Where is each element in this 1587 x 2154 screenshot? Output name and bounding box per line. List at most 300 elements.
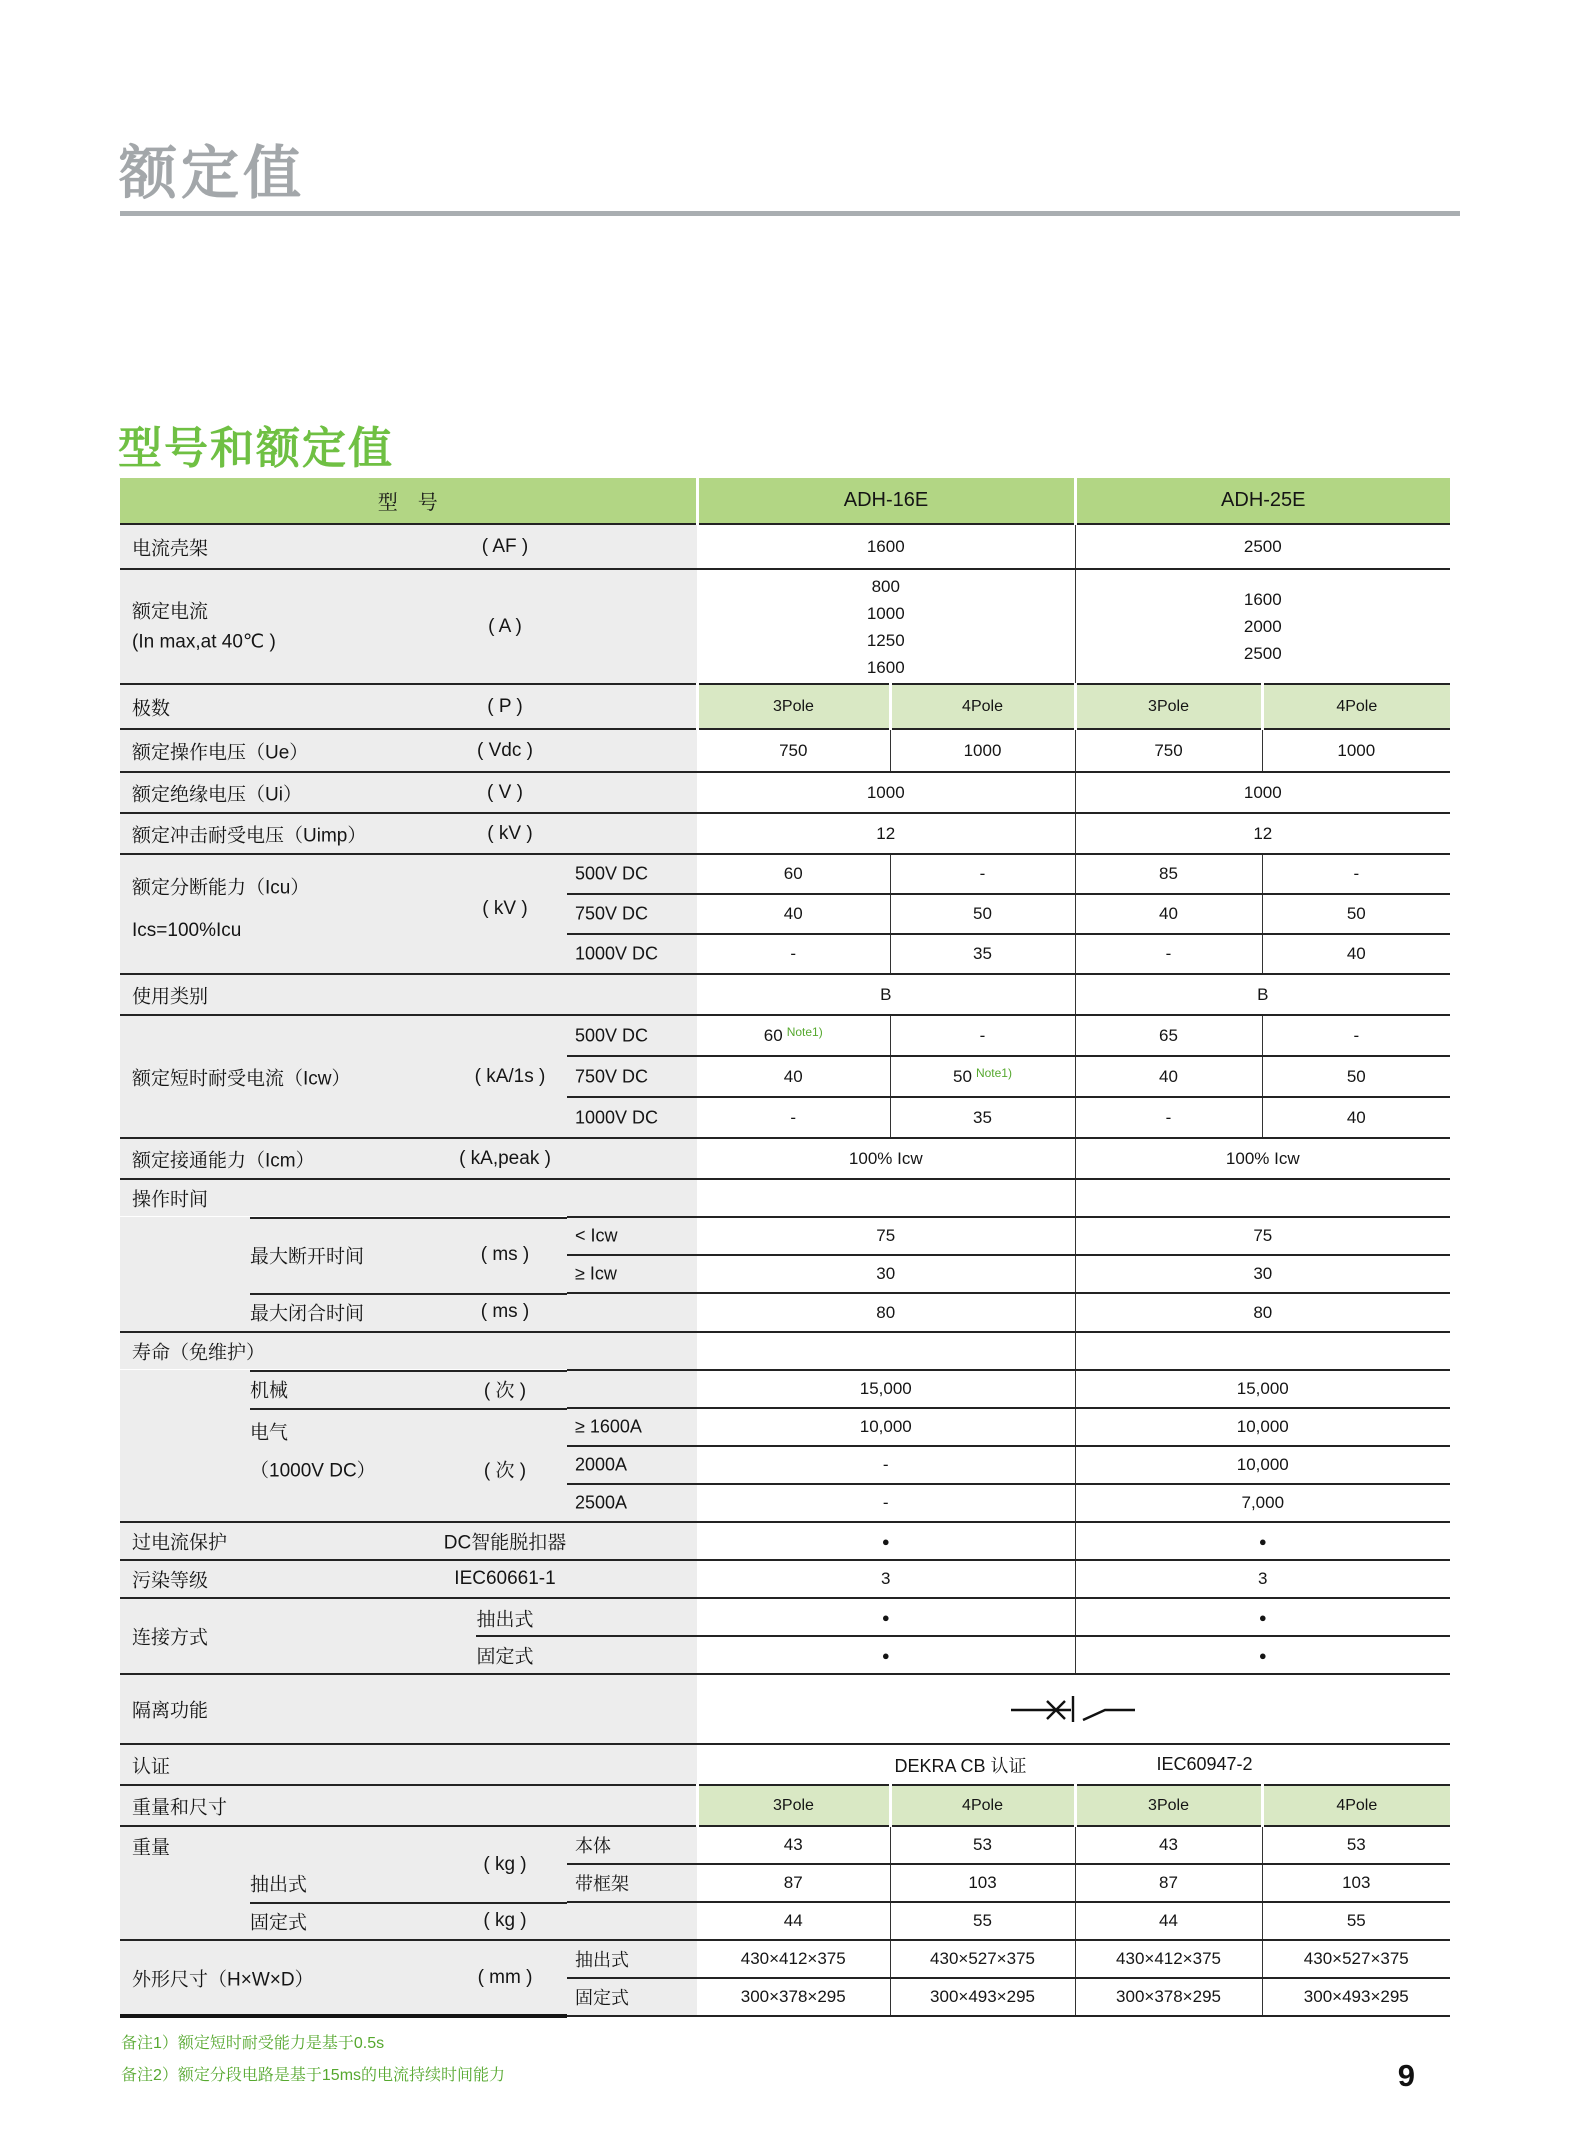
value-text: 50 — [953, 1066, 972, 1086]
value-text: 80 — [876, 1302, 896, 1322]
value-text: 3Pole — [773, 1796, 814, 1814]
row-dim-draw-cell-2 — [697, 1940, 890, 1978]
row-rated-current-cell-2 — [1075, 569, 1450, 684]
label-text: 使用类别 — [132, 986, 209, 1007]
value-text: - — [882, 1493, 889, 1512]
label-text: ( A ) — [488, 615, 522, 637]
value-text: 430×412×375 — [1116, 1949, 1221, 1968]
label-text: ( kA,peak ) — [459, 1147, 551, 1169]
label-text: 重量和尺寸 — [132, 1797, 228, 1818]
row-rated-current-cell-1 — [697, 569, 1075, 684]
row-icm-cell-1 — [697, 1138, 1075, 1179]
row-uimp-cell-2 — [1075, 813, 1450, 854]
certification-pair — [697, 1752, 1450, 1778]
row-max-break-lt-cell-1 — [567, 1217, 697, 1255]
row-icw-500 — [120, 1015, 1450, 1056]
row-overcurrent-cell-2 — [1075, 1522, 1450, 1560]
value-text: 1000 — [866, 782, 905, 802]
label-text: 连接方式 — [132, 1627, 209, 1649]
row-overcurrent-cell-0 — [120, 1522, 697, 1560]
row-max-close-cell-3 — [1075, 1293, 1450, 1332]
value-text: 65 — [1159, 1025, 1178, 1045]
label-text: 寿命（免维护） — [132, 1342, 266, 1364]
row-ui-cell-1 — [697, 772, 1075, 813]
row-dim-draw-cell-5 — [1262, 1940, 1450, 1978]
model-adh16e — [697, 478, 1075, 524]
row-ui — [120, 772, 1450, 813]
row-max-close-cell-0 — [120, 1293, 567, 1332]
label-text: IEC60661-1 — [454, 1568, 556, 1589]
row-weight-body-cell-4 — [1075, 1826, 1262, 1864]
value-text: 87 — [783, 1873, 803, 1892]
row-pollution — [120, 1560, 1450, 1598]
value-text: 750 — [779, 740, 808, 760]
value-text: 80 — [1253, 1302, 1273, 1322]
value-text: 40 — [1159, 1066, 1178, 1086]
value-text: 3 — [1258, 1569, 1268, 1588]
row-weight-body — [120, 1826, 1450, 1864]
label-text: ( kV ) — [487, 822, 533, 844]
label-text: (In max,at 40℃ ) — [132, 631, 276, 653]
label-text: < Icw — [575, 1225, 618, 1246]
row-icu-1000-cell-4 — [1262, 934, 1450, 974]
label-text: ( 次 ) — [483, 1380, 527, 1402]
row-icu-500-cell-1 — [567, 854, 697, 894]
row-icu-500-cell-5 — [1262, 854, 1450, 894]
label-text: 固定式 — [476, 1646, 534, 1667]
page-title: 额定值 — [119, 141, 306, 206]
row-icw-500-cell-5 — [1262, 1015, 1450, 1056]
ratings-table-body — [120, 478, 1450, 2016]
row-icw-500-cell-4 — [1075, 1015, 1262, 1056]
row-operating-time-cell-0 — [120, 1179, 697, 1217]
label-text: 抽出式 — [476, 1609, 534, 1630]
row-weight-dim-header-cell-1 — [697, 1785, 890, 1826]
value-text: 430×412×375 — [740, 1949, 846, 1968]
cert-text: DEKRA CB 认证 — [894, 1755, 1027, 1776]
row-icw-1000-cell-1 — [697, 1097, 890, 1138]
value-text: 100% Icw — [848, 1148, 923, 1168]
value-text: 87 — [1159, 1873, 1178, 1892]
row-certification-cell-0 — [120, 1744, 697, 1785]
value-text: 4Pole — [1336, 1796, 1378, 1814]
value-text: 3Pole — [1148, 697, 1189, 715]
label-text: ( kA/1s ) — [474, 1065, 546, 1087]
label-text: 额定分断能力（Icu） — [132, 877, 310, 899]
row-ui-cell-2 — [1075, 772, 1450, 813]
row-frame-size-cell-2 — [1075, 524, 1450, 569]
row-poles-cell-3 — [1075, 684, 1262, 729]
row-life-cell-2 — [1075, 1332, 1450, 1370]
row-operating-time-cell-2 — [1075, 1179, 1450, 1217]
label-text: ( ms ) — [480, 1301, 530, 1322]
label-text: 500V DC — [575, 863, 649, 884]
value-text: 53 — [1346, 1835, 1366, 1854]
value-text: - — [790, 1107, 797, 1127]
value-text: 7,000 — [1241, 1493, 1285, 1512]
row-icw-750-cell-3 — [1075, 1056, 1262, 1097]
title-divider — [120, 211, 1460, 216]
value-text: 1000 — [1337, 740, 1376, 760]
label-text: 本体 — [575, 1836, 611, 1856]
value-text: - — [1165, 944, 1172, 963]
row-uimp-cell-0 — [120, 813, 697, 854]
row-icw-750-cell-1 — [697, 1056, 890, 1097]
row-utilization — [120, 974, 1450, 1015]
value-text: 30 — [1253, 1264, 1273, 1283]
row-max-break-lt-cell-2 — [697, 1217, 1075, 1255]
label-text: ( kV ) — [482, 898, 528, 920]
value-line: 1600 — [866, 657, 905, 677]
value-text: 1000 — [1243, 782, 1282, 802]
row-certification-cell-1 — [697, 1744, 1450, 1785]
label-text: 隔离功能 — [132, 1700, 209, 1722]
row-icu-750-cell-4 — [1262, 894, 1450, 934]
value-text: 型 号 — [377, 492, 438, 514]
value-text: 103 — [1342, 1873, 1371, 1892]
label-text: 认证 — [132, 1756, 171, 1777]
label-text: 带框架 — [575, 1874, 629, 1894]
label-text: ( V ) — [487, 781, 523, 803]
row-life-elec-2000-cell-1 — [697, 1446, 1075, 1484]
row-isolation — [120, 1674, 1450, 1744]
value-text: 60 — [763, 1025, 783, 1045]
row-weight-cradle-cell-0 — [567, 1864, 697, 1902]
row-icu-750-cell-3 — [1075, 894, 1262, 934]
value-text: 300×378×295 — [1116, 1987, 1221, 2006]
row-poles — [120, 684, 1450, 729]
row-dim-draw — [120, 1940, 1450, 1978]
row-weight-fixed-cell-3 — [890, 1902, 1075, 1940]
value-text: 44 — [1159, 1911, 1178, 1930]
value-text: 44 — [783, 1911, 803, 1930]
value-text: 10,000 — [1236, 1455, 1289, 1474]
note-ref: Note1) — [786, 1024, 823, 1039]
row-ue-cell-2 — [890, 729, 1075, 772]
row-life-mech-cell-2 — [697, 1370, 1075, 1408]
value-text: 55 — [973, 1911, 992, 1930]
row-icw-750-cell-4 — [1262, 1056, 1450, 1097]
row-life-mech — [120, 1370, 1450, 1408]
row-overcurrent — [120, 1522, 1450, 1560]
value-line: 1000 — [866, 603, 905, 623]
row-icu-500-cell-4 — [1075, 854, 1262, 894]
label-text: 污染等级 — [132, 1570, 209, 1592]
row-max-break-ge-cell-0 — [567, 1255, 697, 1293]
row-weight-body-cell-0 — [120, 1826, 567, 1902]
value-text: 10,000 — [859, 1417, 912, 1436]
value-text: - — [882, 1455, 889, 1474]
value-text: 40 — [1346, 944, 1366, 963]
row-life-elec-2500-cell-0 — [567, 1484, 697, 1522]
value-text: 300×493×295 — [1303, 1987, 1409, 2006]
value-text: - — [1165, 1107, 1172, 1127]
row-weight-fixed-cell-0 — [120, 1902, 567, 1940]
row-conn-fixed-cell-0 — [697, 1636, 1075, 1674]
value-text: - — [790, 944, 797, 963]
value-text: 12 — [1253, 823, 1273, 843]
value-text: ● — [881, 1609, 890, 1625]
row-poles-cell-4 — [1262, 684, 1450, 729]
value-text: 3Pole — [1148, 1796, 1189, 1814]
value-text: 50 — [1346, 904, 1366, 923]
row-model-header — [120, 478, 1450, 524]
row-frame-size-cell-1 — [697, 524, 1075, 569]
value-text: 50 — [1346, 1066, 1366, 1086]
row-icw-1000-cell-3 — [1075, 1097, 1262, 1138]
row-uimp-cell-1 — [697, 813, 1075, 854]
value-text: ● — [1258, 1609, 1267, 1625]
section-title: 型号和额定值 — [118, 424, 394, 473]
label-text: 抽出式 — [250, 1874, 308, 1896]
row-conn-draw-cell-1 — [697, 1598, 1075, 1636]
row-ue — [120, 729, 1450, 772]
label-text: ≥ 1600A — [575, 1416, 642, 1437]
row-icw-500-cell-0 — [120, 1015, 567, 1138]
row-life-elec-2000-cell-0 — [567, 1446, 697, 1484]
value-text: 4Pole — [962, 1796, 1003, 1814]
value-text: - — [1353, 864, 1360, 883]
value-line: 800 — [871, 576, 900, 596]
value-text: 300×378×295 — [740, 1987, 846, 2006]
label-text: ≥ Icw — [575, 1263, 617, 1284]
label-text: 额定冲击耐受电压（Uimp） — [132, 825, 367, 846]
row-life-elec-2500-cell-2 — [1075, 1484, 1450, 1522]
row-icm-cell-2 — [1075, 1138, 1450, 1179]
value-text: 300×493×295 — [930, 1987, 1035, 2006]
value-text: 35 — [973, 944, 992, 963]
row-dim-fixed-cell-2 — [890, 1978, 1075, 2016]
value-text: 35 — [973, 1107, 992, 1127]
row-life-elec-1600-cell-3 — [1075, 1408, 1450, 1446]
label-text: 操作时间 — [132, 1189, 209, 1211]
value-text: 40 — [1159, 904, 1178, 923]
row-weight-body-cell-3 — [890, 1826, 1075, 1864]
value-line: 1250 — [866, 630, 905, 650]
row-icu-750-cell-0 — [567, 894, 697, 934]
row-utilization-cell-1 — [697, 974, 1075, 1015]
value-text: 430×527×375 — [1303, 1949, 1409, 1968]
row-icw-1000-cell-0 — [567, 1097, 697, 1138]
row-isolation-cell-0 — [120, 1674, 697, 1744]
value-text: ● — [881, 1647, 890, 1663]
footnote-1: 备注1）额定短时耐受能力是基于0.5s — [121, 2035, 385, 2052]
row-pollution-cell-0 — [120, 1560, 697, 1598]
row-dim-draw-cell-3 — [890, 1940, 1075, 1978]
label-text: 额定绝缘电压（Ui） — [132, 784, 302, 805]
row-life-elec-2500-cell-1 — [697, 1484, 1075, 1522]
value-line: 2000 — [1243, 617, 1282, 636]
row-icu-750-cell-2 — [890, 894, 1075, 934]
row-poles-cell-2 — [890, 684, 1075, 729]
row-rated-current-cell-0 — [120, 569, 697, 684]
row-ue-cell-3 — [1075, 729, 1262, 772]
label-text: 重量 — [132, 1837, 171, 1859]
value-text: ● — [1258, 1647, 1267, 1663]
row-icu-500-cell-0 — [120, 854, 567, 974]
row-weight-cradle-cell-3 — [1075, 1864, 1262, 1902]
value-text: B — [880, 984, 892, 1004]
label-text: ( P ) — [487, 695, 523, 717]
label-text: 额定接通能力（Icm） — [132, 1150, 315, 1171]
row-icu-1000-cell-2 — [890, 934, 1075, 974]
row-max-close-cell-1 — [567, 1293, 697, 1332]
label-text: 额定操作电压（Ue） — [132, 742, 309, 763]
label-text: 固定式 — [575, 1988, 629, 2008]
value-text: 50 — [973, 904, 992, 923]
row-weight-fixed-cell-5 — [1262, 1902, 1450, 1940]
row-icw-500-cell-3 — [890, 1015, 1075, 1056]
row-poles-cell-1 — [697, 684, 890, 729]
row-utilization-cell-2 — [1075, 974, 1450, 1015]
label-text: 机械 — [250, 1380, 289, 1402]
row-frame-size-cell-0 — [120, 524, 697, 569]
label-text: 电流壳架 — [132, 538, 209, 559]
row-ue-cell-1 — [697, 729, 890, 772]
row-weight-body-cell-5 — [1262, 1826, 1450, 1864]
row-conn-draw-cell-0 — [120, 1598, 697, 1674]
value-line: 1600 — [1243, 590, 1282, 609]
row-max-close — [120, 1293, 1450, 1332]
value-text: 1600 — [866, 536, 905, 556]
label-text: 2000A — [575, 1454, 628, 1475]
value-text: 75 — [1253, 1226, 1273, 1245]
row-dim-draw-cell-0 — [120, 1940, 567, 2016]
value-text: 750 — [1154, 740, 1183, 760]
value-text: 60 — [783, 864, 803, 883]
footnote-2: 备注2）额定分段电路是基于15ms的电流持续时间能力 — [121, 2067, 506, 2084]
row-weight-cradle-cell-1 — [697, 1864, 890, 1902]
label-text: ( 次 ) — [483, 1460, 527, 1482]
row-icm-cell-0 — [120, 1138, 697, 1179]
value-text: 85 — [1159, 864, 1178, 883]
value-text: 2500 — [1243, 536, 1282, 556]
cert-text: IEC60947-2 — [1156, 1754, 1253, 1774]
row-weight-fixed-cell-2 — [697, 1902, 890, 1940]
value-text: 53 — [973, 1835, 992, 1854]
value-text: 103 — [968, 1873, 997, 1892]
value-text: B — [1257, 984, 1269, 1004]
value-text: - — [979, 864, 986, 883]
row-weight-fixed — [120, 1902, 1450, 1940]
value-text: 4Pole — [1336, 697, 1378, 715]
row-life-cell-1 — [697, 1332, 1075, 1370]
row-operating-time-cell-1 — [697, 1179, 1075, 1217]
row-life-elec-1600 — [120, 1408, 1450, 1446]
label-text: ( mm ) — [477, 1966, 533, 1988]
row-life-mech-cell-1 — [567, 1370, 697, 1408]
row-ue-cell-4 — [1262, 729, 1450, 772]
row-life-elec-1600-cell-2 — [697, 1408, 1075, 1446]
row-icw-750-cell-0 — [567, 1056, 697, 1097]
value-text: 30 — [876, 1264, 896, 1283]
label-text: 750V DC — [575, 1066, 649, 1086]
label-text: 电气 — [250, 1422, 289, 1444]
row-pollution-cell-1 — [697, 1560, 1075, 1598]
row-life-elec-2000-cell-2 — [1075, 1446, 1450, 1484]
label-text: Ics=100%Icu — [132, 919, 242, 941]
row-weight-body-cell-2 — [697, 1826, 890, 1864]
value-text: 430×527×375 — [930, 1949, 1035, 1968]
label-text: 750V DC — [575, 903, 649, 924]
row-weight-cradle-cell-4 — [1262, 1864, 1450, 1902]
row-dim-fixed-cell-0 — [567, 1978, 697, 2016]
row-max-break-lt — [120, 1217, 1450, 1255]
label-text: 额定电流 — [132, 601, 209, 623]
row-isolation-cell-1 — [697, 1674, 1450, 1744]
row-weight-dim-header-cell-3 — [1075, 1785, 1262, 1826]
row-ui-cell-0 — [120, 772, 697, 813]
label-text: 抽出式 — [575, 1950, 629, 1970]
row-max-break-lt-cell-0 — [120, 1217, 567, 1293]
row-dim-draw-cell-4 — [1075, 1940, 1262, 1978]
value-text: ADH-16E — [843, 489, 929, 511]
value-text: 40 — [1346, 1107, 1366, 1127]
row-max-break-ge-cell-2 — [1075, 1255, 1450, 1293]
label-text: ( kg ) — [483, 1909, 527, 1931]
row-weight-dim-header-cell-0 — [120, 1785, 697, 1826]
row-icu-750-cell-1 — [697, 894, 890, 934]
label-text: ( AF ) — [481, 535, 529, 557]
model-header-label — [120, 478, 697, 524]
label-text: ( kg ) — [483, 1853, 527, 1875]
label-text: 1000V DC — [575, 1107, 659, 1127]
row-weight-body-cell-1 — [567, 1826, 697, 1864]
value-text: 3 — [881, 1569, 891, 1588]
value-text: 15,000 — [859, 1379, 912, 1398]
value-text: 40 — [783, 904, 803, 923]
row-max-close-cell-2 — [697, 1293, 1075, 1332]
ratings-table — [120, 478, 1450, 2018]
value-line: 2500 — [1243, 644, 1282, 663]
value-text: - — [1353, 1025, 1360, 1045]
row-life-cell-0 — [120, 1332, 697, 1370]
label-text: DC智能脱扣器 — [443, 1532, 567, 1554]
value-text: 15,000 — [1236, 1379, 1289, 1398]
row-overcurrent-cell-1 — [697, 1522, 1075, 1560]
page-number: 9 — [1397, 2058, 1415, 2093]
row-icu-500-cell-3 — [890, 854, 1075, 894]
row-conn-draw-cell-2 — [1075, 1598, 1450, 1636]
row-ue-cell-0 — [120, 729, 697, 772]
row-dim-fixed-cell-4 — [1262, 1978, 1450, 2016]
value-text: 3Pole — [773, 697, 814, 715]
row-icw-500-cell-1 — [567, 1015, 697, 1056]
label-text: 过电流保护 — [132, 1532, 228, 1554]
value-text: ● — [881, 1533, 890, 1549]
value-text: 40 — [783, 1066, 803, 1086]
label-text: 极数 — [132, 698, 171, 719]
row-conn-fixed-cell-1 — [1075, 1636, 1450, 1674]
row-life-mech-cell-0 — [120, 1370, 567, 1408]
value-text: ADH-25E — [1221, 489, 1306, 511]
row-dim-fixed-cell-3 — [1075, 1978, 1262, 2016]
label-text: 最大断开时间 — [250, 1246, 365, 1268]
row-poles-cell-0 — [120, 684, 697, 729]
row-icw-1000-cell-4 — [1262, 1097, 1450, 1138]
row-icu-1000-cell-3 — [1075, 934, 1262, 974]
row-icu-500 — [120, 854, 1450, 894]
label-text: 最大闭合时间 — [250, 1303, 365, 1325]
row-dim-draw-cell-1 — [567, 1940, 697, 1978]
value-text: 75 — [876, 1226, 896, 1245]
value-text: 43 — [783, 1835, 803, 1854]
row-life-elec-1600-cell-1 — [567, 1408, 697, 1446]
row-icw-750-cell-2 — [890, 1056, 1075, 1097]
value-text: ● — [1258, 1533, 1267, 1549]
row-life-elec-1600-cell-0 — [120, 1408, 567, 1522]
value-text: 1000 — [963, 740, 1002, 760]
